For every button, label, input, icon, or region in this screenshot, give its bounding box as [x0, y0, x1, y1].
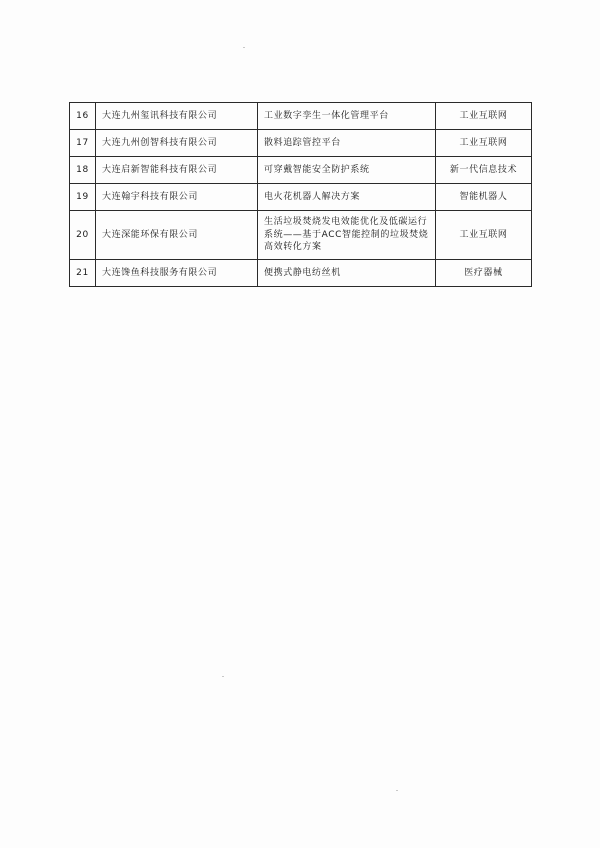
row-number: 18	[70, 157, 96, 184]
row-number: 16	[70, 103, 96, 130]
field-category: 医疗器械	[436, 260, 532, 287]
table-row	[70, 211, 532, 260]
row-number: 17	[70, 130, 96, 157]
project-name: 便携式静电纺丝机	[258, 260, 436, 287]
table-row	[70, 184, 532, 211]
field-category: 工业互联网	[436, 211, 532, 260]
company-name: 大连九州创智科技有限公司	[96, 130, 258, 157]
scan-speck	[243, 47, 245, 48]
table-row	[70, 103, 532, 130]
row-number: 19	[70, 184, 96, 211]
company-name: 大连九州玺讯科技有限公司	[96, 103, 258, 130]
company-name: 大连翰宇科技有限公司	[96, 184, 258, 211]
project-name: 电火花机器人解决方案	[258, 184, 436, 211]
scan-speck	[396, 790, 398, 791]
scan-speck	[222, 676, 224, 677]
row-number: 20	[70, 211, 96, 260]
enterprise-table	[69, 102, 532, 287]
table-row	[70, 260, 532, 287]
field-category: 智能机器人	[436, 184, 532, 211]
company-name: 大连启新智能科技有限公司	[96, 157, 258, 184]
row-number: 21	[70, 260, 96, 287]
company-name: 大连馋鱼科技服务有限公司	[96, 260, 258, 287]
table-row	[70, 130, 532, 157]
project-name: 工业数字孪生一体化管理平台	[258, 103, 436, 130]
table-row	[70, 157, 532, 184]
project-name: 可穿戴智能安全防护系统	[258, 157, 436, 184]
field-category: 工业互联网	[436, 130, 532, 157]
company-name: 大连深能环保有限公司	[96, 211, 258, 260]
field-category: 工业互联网	[436, 103, 532, 130]
project-name: 生活垃圾焚烧发电效能优化及低碳运行系统——基于ACC智能控制的垃圾焚烧高效转化方案	[258, 211, 436, 260]
field-category: 新一代信息技术	[436, 157, 532, 184]
project-name: 散料追踪管控平台	[258, 130, 436, 157]
